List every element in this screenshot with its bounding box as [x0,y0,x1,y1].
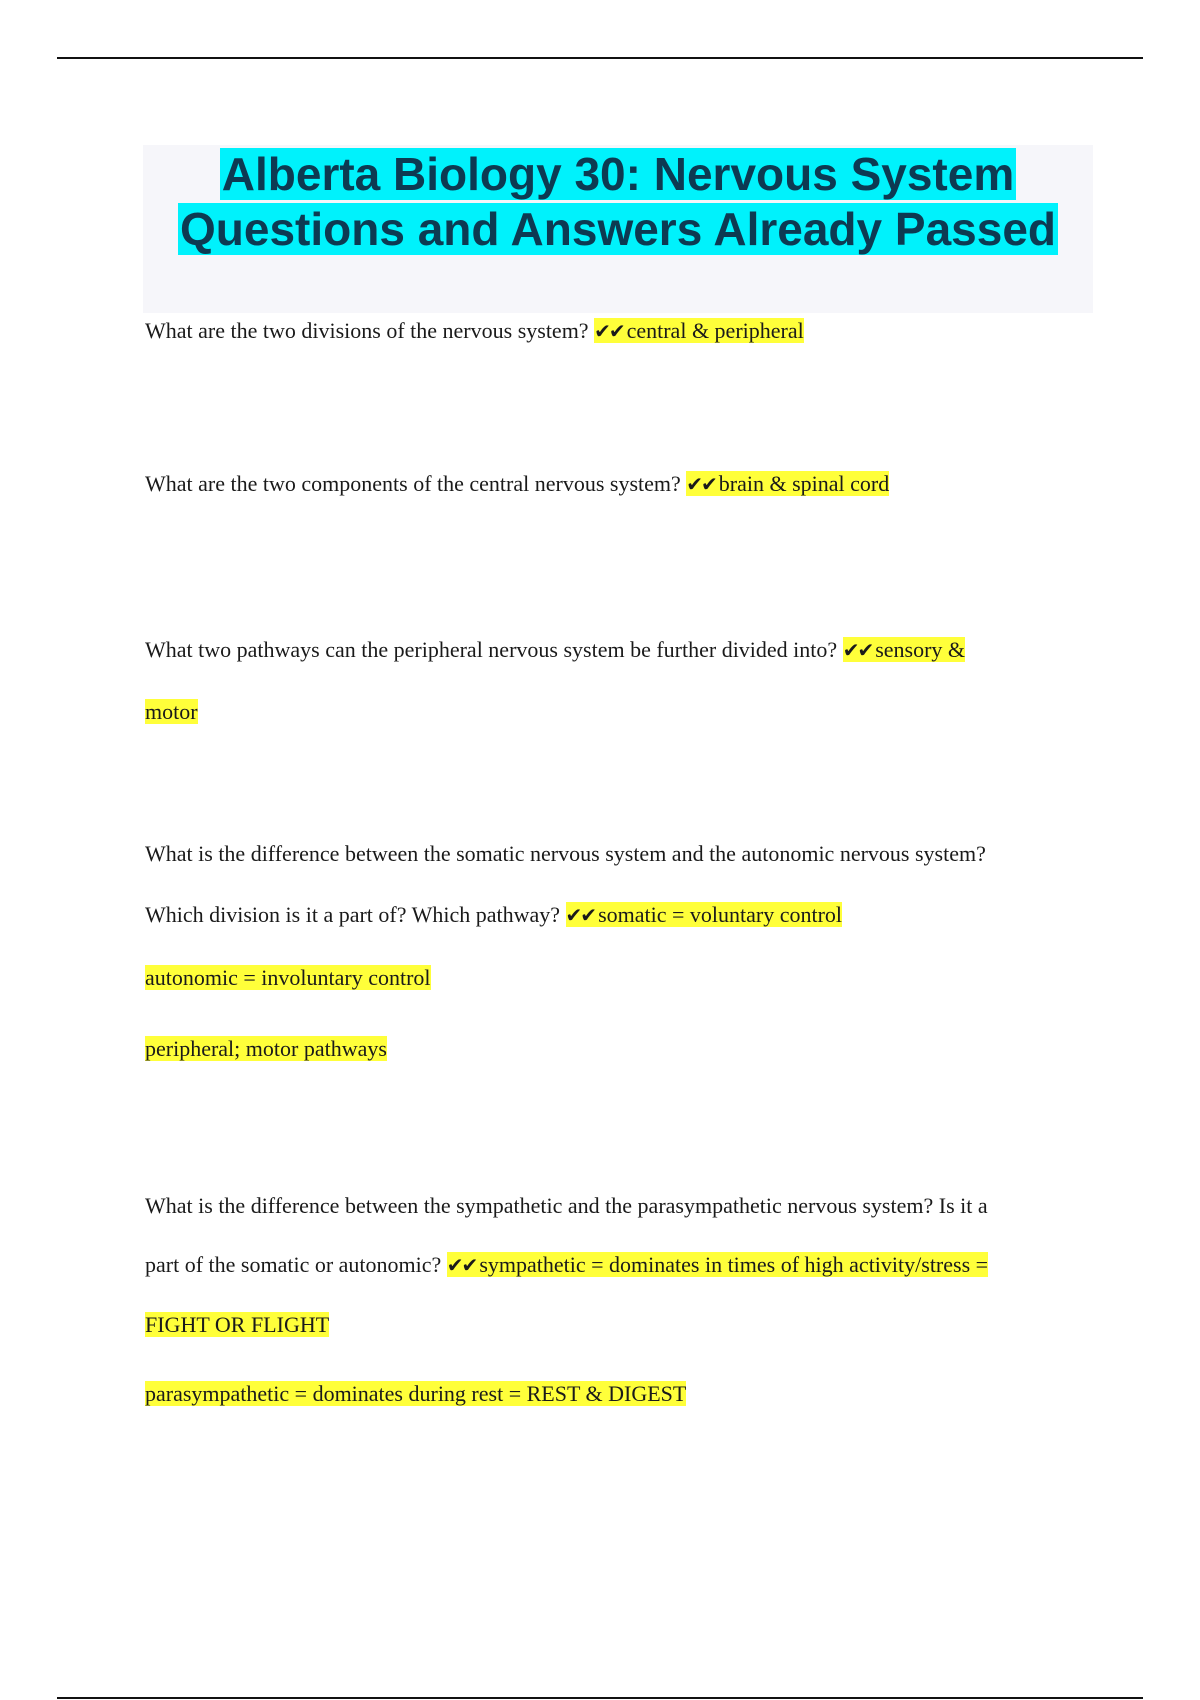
answer-4-line-3: peripheral; motor pathways [145,1036,387,1061]
question-2: What are the two components of the central nervous system? [145,471,681,496]
bottom-rule [57,1697,1143,1699]
answer-4-text-1: somatic = voluntary control [598,902,843,927]
answer-2-text: brain & spinal cord [718,471,890,496]
qa-item-3 [145,619,1085,742]
title-line-2: Questions and Answers Already Passed [179,203,1057,255]
answer-5-line-3: parasympathetic = dominates during rest = REST & DIGEST [145,1381,687,1406]
question-1: What are the two divisions of the nervous system? [145,318,589,343]
answer-3-text-1: sensory & [875,637,966,662]
answer-2 [686,471,889,496]
answer-1 [594,318,804,343]
check-icon: ✔✔ [686,472,716,496]
answer-5-line-1 [447,1252,988,1277]
qa-item-5 [145,1176,1085,1423]
check-icon: ✔✔ [565,903,596,927]
document-title [143,145,1093,257]
qa-item-1 [145,314,1085,348]
check-icon: ✔✔ [446,1253,477,1277]
question-4-line-2: Which division is it a part of? Which pathway? [145,902,561,927]
question-5-line-2: part of the somatic or autonomic? [145,1252,442,1277]
title-block [143,145,1093,313]
check-icon: ✔✔ [594,319,624,343]
title-line-1: Alberta Biology 30: Nervous System [221,148,1015,200]
question-4-line-1: What is the difference between the somatic nervous system and the autonomic nervous system? [145,841,986,866]
answer-3-line-2: motor [145,699,198,724]
check-icon: ✔✔ [842,638,873,662]
qa-item-4 [145,823,1085,1066]
answer-4-line-2: autonomic = involuntary control [145,965,431,990]
question-3: What two pathways can the peripheral nervous system be further divided into? [145,637,838,662]
answer-4-line-1 [566,902,842,927]
answer-3-line-1 [843,637,965,662]
answer-5-line-2: FIGHT OR FLIGHT [145,1312,330,1337]
top-rule [57,57,1143,59]
question-5-line-1: What is the difference between the sympathetic and the parasympathetic nervous system? Is it a [145,1193,988,1218]
qa-item-2 [145,467,1085,501]
answer-5-text-1: sympathetic = dominates in times of high activity/stress = [479,1252,989,1277]
answer-1-text: central & peripheral [626,318,804,343]
